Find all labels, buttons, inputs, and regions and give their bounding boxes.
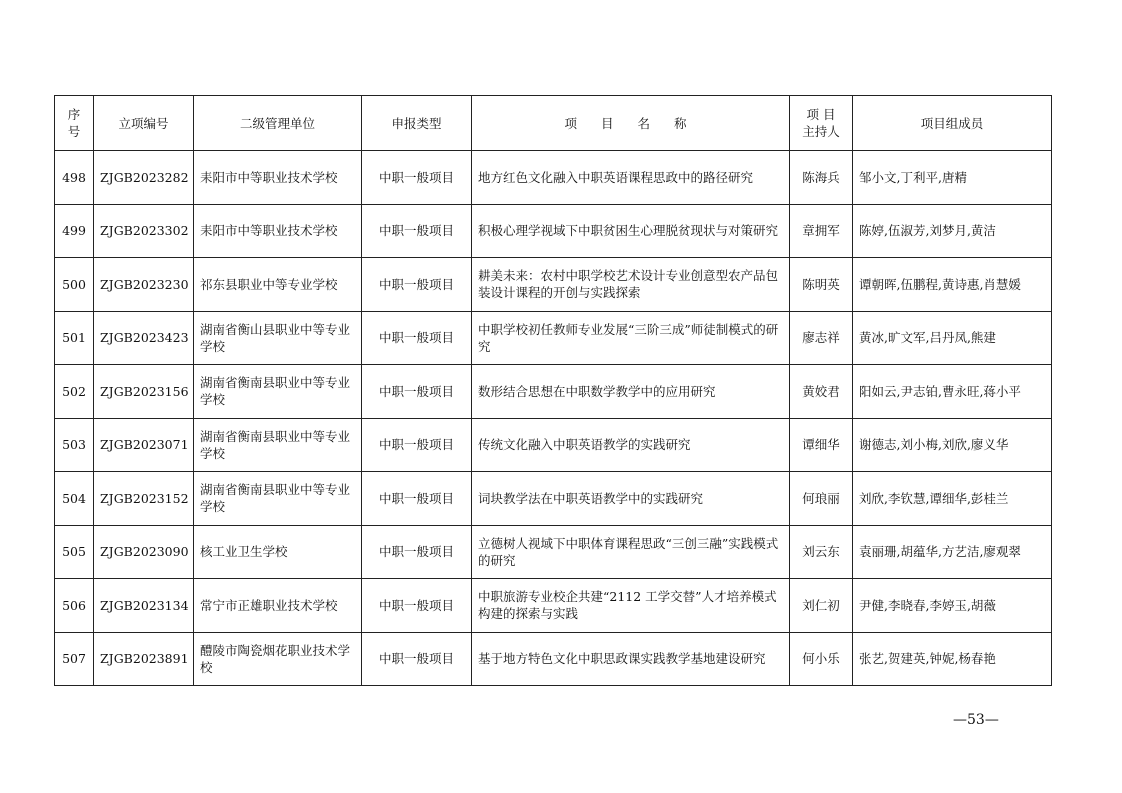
row-unit: 湖南省衡南县职业中等专业学校 bbox=[194, 472, 362, 526]
row-members: 尹健,李晓春,李婷玉,胡薇 bbox=[853, 579, 1052, 633]
row-title: 基于地方特色文化中职思政课实践教学基地建设研究 bbox=[472, 632, 790, 686]
table-row bbox=[55, 204, 1052, 258]
page-number: —53— bbox=[953, 712, 999, 728]
row-code: ZJGB2023090 bbox=[94, 525, 194, 579]
row-seq: 506 bbox=[55, 579, 94, 633]
row-seq: 500 bbox=[55, 258, 94, 312]
table-row bbox=[55, 579, 1052, 633]
row-code: ZJGB2023282 bbox=[94, 151, 194, 205]
row-unit: 耒阳市中等职业技术学校 bbox=[194, 151, 362, 205]
row-type: 中职一般项目 bbox=[362, 418, 472, 472]
table-row bbox=[55, 525, 1052, 579]
table-row bbox=[55, 365, 1052, 419]
row-unit: 祁东县职业中等专业学校 bbox=[194, 258, 362, 312]
row-type: 中职一般项目 bbox=[362, 258, 472, 312]
row-host: 刘云东 bbox=[790, 525, 853, 579]
row-unit: 湖南省衡南县职业中等专业学校 bbox=[194, 365, 362, 419]
row-unit: 湖南省衡南县职业中等专业学校 bbox=[194, 418, 362, 472]
row-members: 刘欣,李钦慧,谭细华,彭桂兰 bbox=[853, 472, 1052, 526]
table-row bbox=[55, 311, 1052, 365]
table-row bbox=[55, 472, 1052, 526]
row-unit: 耒阳市中等职业技术学校 bbox=[194, 204, 362, 258]
row-host: 章拥军 bbox=[790, 204, 853, 258]
row-members: 张艺,贺建英,钟妮,杨春艳 bbox=[853, 632, 1052, 686]
header-unit: 二级管理单位 bbox=[194, 96, 362, 151]
row-title: 地方红色文化融入中职英语课程思政中的路径研究 bbox=[472, 151, 790, 205]
row-seq: 507 bbox=[55, 632, 94, 686]
header-seq: 序号 bbox=[55, 96, 94, 151]
row-host: 陈海兵 bbox=[790, 151, 853, 205]
row-type: 中职一般项目 bbox=[362, 204, 472, 258]
row-seq: 498 bbox=[55, 151, 94, 205]
row-title: 传统文化融入中职英语教学的实践研究 bbox=[472, 418, 790, 472]
row-members: 袁丽珊,胡蕴华,方艺洁,廖观翠 bbox=[853, 525, 1052, 579]
row-type: 中职一般项目 bbox=[362, 365, 472, 419]
row-members: 阳如云,尹志铂,曹永旺,蒋小平 bbox=[853, 365, 1052, 419]
row-code: ZJGB2023423 bbox=[94, 311, 194, 365]
row-title: 积极心理学视域下中职贫困生心理脱贫现状与对策研究 bbox=[472, 204, 790, 258]
row-unit: 醴陵市陶瓷烟花职业技术学校 bbox=[194, 632, 362, 686]
header-host: 项 目 主持人 bbox=[790, 96, 853, 151]
row-code: ZJGB2023152 bbox=[94, 472, 194, 526]
row-seq: 499 bbox=[55, 204, 94, 258]
row-type: 中职一般项目 bbox=[362, 525, 472, 579]
row-members: 谢德志,刘小梅,刘欣,廖义华 bbox=[853, 418, 1052, 472]
row-host: 刘仁初 bbox=[790, 579, 853, 633]
header-members: 项目组成员 bbox=[853, 96, 1052, 151]
row-unit: 核工业卫生学校 bbox=[194, 525, 362, 579]
row-host: 黄姣君 bbox=[790, 365, 853, 419]
row-host: 何琅丽 bbox=[790, 472, 853, 526]
header-code: 立项编号 bbox=[94, 96, 194, 151]
header-title: 项 目 名 称 bbox=[472, 96, 790, 151]
row-host: 陈明英 bbox=[790, 258, 853, 312]
table-row bbox=[55, 632, 1052, 686]
table-row bbox=[55, 151, 1052, 205]
row-type: 中职一般项目 bbox=[362, 632, 472, 686]
row-seq: 502 bbox=[55, 365, 94, 419]
header-row bbox=[55, 96, 1052, 151]
row-code: ZJGB2023302 bbox=[94, 204, 194, 258]
row-title: 立德树人视域下中职体育课程思政“三创三融”实践模式的研究 bbox=[472, 525, 790, 579]
row-type: 中职一般项目 bbox=[362, 151, 472, 205]
row-seq: 504 bbox=[55, 472, 94, 526]
row-title: 词块教学法在中职英语教学中的实践研究 bbox=[472, 472, 790, 526]
row-members: 谭朝晖,伍鹏程,黄诗惠,肖慧媛 bbox=[853, 258, 1052, 312]
row-title: 中职旅游专业校企共建“2112 工学交替”人才培养模式构建的探索与实践 bbox=[472, 579, 790, 633]
row-code: ZJGB2023891 bbox=[94, 632, 194, 686]
row-type: 中职一般项目 bbox=[362, 311, 472, 365]
row-members: 陈婷,伍淑芳,刘梦月,黄洁 bbox=[853, 204, 1052, 258]
row-unit: 常宁市正雄职业技术学校 bbox=[194, 579, 362, 633]
row-code: ZJGB2023156 bbox=[94, 365, 194, 419]
row-host: 谭细华 bbox=[790, 418, 853, 472]
table-row bbox=[55, 418, 1052, 472]
row-title: 耕美未来：农村中职学校艺术设计专业创意型农产品包装设计课程的开创与实践探索 bbox=[472, 258, 790, 312]
row-type: 中职一般项目 bbox=[362, 472, 472, 526]
row-type: 中职一般项目 bbox=[362, 579, 472, 633]
project-table bbox=[54, 95, 1052, 686]
row-seq: 503 bbox=[55, 418, 94, 472]
header-type: 申报类型 bbox=[362, 96, 472, 151]
row-code: ZJGB2023230 bbox=[94, 258, 194, 312]
row-members: 邹小文,丁利平,唐精 bbox=[853, 151, 1052, 205]
row-unit: 湖南省衡山县职业中等专业学校 bbox=[194, 311, 362, 365]
row-code: ZJGB2023134 bbox=[94, 579, 194, 633]
table-row bbox=[55, 258, 1052, 312]
row-title: 数形结合思想在中职数学教学中的应用研究 bbox=[472, 365, 790, 419]
row-host: 廖志祥 bbox=[790, 311, 853, 365]
row-seq: 505 bbox=[55, 525, 94, 579]
row-members: 黄冰,旷文军,吕丹凤,熊建 bbox=[853, 311, 1052, 365]
row-title: 中职学校初任教师专业发展“三阶三成”师徒制模式的研究 bbox=[472, 311, 790, 365]
row-seq: 501 bbox=[55, 311, 94, 365]
row-code: ZJGB2023071 bbox=[94, 418, 194, 472]
row-host: 何小乐 bbox=[790, 632, 853, 686]
